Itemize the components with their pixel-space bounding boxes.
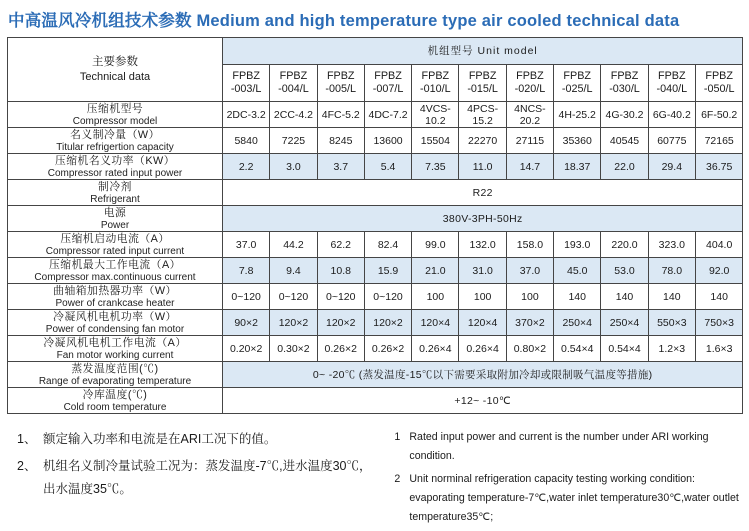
value-cell: 0.54×4 xyxy=(601,336,648,362)
value-cell: 53.0 xyxy=(601,258,648,284)
model-suffix: -004/L xyxy=(278,83,309,95)
row-label xyxy=(8,128,223,154)
footnote-marker: 1、 xyxy=(17,432,37,446)
value-cell: 100 xyxy=(459,284,506,310)
value-cell: 0.20×2 xyxy=(223,336,270,362)
value-cell: 60775 xyxy=(648,128,695,154)
value-cell: 3.0 xyxy=(270,154,317,180)
value-cell: 2CC-4.2 xyxy=(270,102,317,128)
value-cell: 140 xyxy=(695,284,742,310)
model-suffix: -030/L xyxy=(609,83,640,95)
unit-model-column xyxy=(554,65,601,102)
row-label-en: Fan motor working current xyxy=(56,349,174,361)
model-series: FPBZ xyxy=(374,70,402,82)
value-cell: 5.4 xyxy=(364,154,411,180)
page-title: 中高温风冷机组技术参数 Medium and high temperature type air cooled technical data xyxy=(8,12,680,30)
row-label-en: Power of condensing fan motor xyxy=(45,323,185,335)
row-label xyxy=(8,258,223,284)
model-suffix: -007/L xyxy=(372,83,404,95)
row-label-en: Compressor max.continuous current xyxy=(34,271,196,283)
value-cell: 7.8 xyxy=(223,258,270,284)
value-cell: 6G-40.2 xyxy=(648,102,695,128)
value-cell: 140 xyxy=(554,284,601,310)
value-cell: 0.80×2 xyxy=(506,336,553,362)
unit-model-column xyxy=(412,65,459,102)
value-cell: 120×2 xyxy=(270,310,317,336)
table-row xyxy=(8,232,743,258)
row-label-zh: 曲轴箱加热器功率（W） xyxy=(53,284,177,297)
model-series: FPBZ xyxy=(516,70,544,82)
row-label-zh: 冷凝风机电机功率（W） xyxy=(53,310,177,323)
unit-model-column xyxy=(270,65,317,102)
value-cell: 120×4 xyxy=(459,310,506,336)
row-label-en: Range of evaporating temperature xyxy=(38,375,192,387)
value-cell: 4H-25.2 xyxy=(554,102,601,128)
value-cell: 193.0 xyxy=(554,232,601,258)
value-cell: 92.0 xyxy=(695,258,742,284)
row-label-zh: 压缩机名义功率（KW） xyxy=(54,154,176,167)
row-label-en: Cold room temperature xyxy=(63,401,167,413)
value-cell: 35360 xyxy=(554,128,601,154)
value-cell: 4DC-7.2 xyxy=(364,102,411,128)
value-cell: 120×2 xyxy=(317,310,364,336)
value-cell: 158.0 xyxy=(506,232,553,258)
value-cell: 27115 xyxy=(506,128,553,154)
unit-model-column xyxy=(695,65,742,102)
row-label xyxy=(8,180,223,206)
value-cell: 0~120 xyxy=(317,284,364,310)
value-cell: 78.0 xyxy=(648,258,695,284)
merged-value-cell: 0~ -20℃ (蒸发温度-15℃以下需要采取附加冷却或限制吸气温度等措施) xyxy=(223,362,743,388)
value-cell: 4FC-5.2 xyxy=(317,102,364,128)
model-series: FPBZ xyxy=(563,70,592,82)
row-label-zh: 蒸发温度范围(℃) xyxy=(71,362,159,375)
value-cell: 37.0 xyxy=(506,258,553,284)
value-cell: 2DC-3.2 xyxy=(223,102,270,128)
value-cell: 120×4 xyxy=(412,310,459,336)
merged-value-cell: R22 xyxy=(223,180,743,206)
row-label-en: Power xyxy=(100,219,130,231)
table-row xyxy=(8,102,743,128)
unit-model-column xyxy=(223,65,270,102)
footnote-line: 机组名义制冷量试验工况为：蒸发温度-7℃,进水温度30℃， xyxy=(43,459,372,473)
value-cell: 37.0 xyxy=(223,232,270,258)
footnote-line: Unit norminal refrigeration capacity testing working condition: xyxy=(409,473,695,485)
row-label xyxy=(8,336,223,362)
unit-model-column xyxy=(506,65,553,102)
value-cell: 14.7 xyxy=(506,154,553,180)
footnote-item xyxy=(394,428,742,466)
value-cell: 0.54×4 xyxy=(554,336,601,362)
value-cell: 404.0 xyxy=(695,232,742,258)
value-cell: 3.7 xyxy=(317,154,364,180)
value-cell: 220.0 xyxy=(601,232,648,258)
table-row xyxy=(8,180,743,206)
value-cell: 8245 xyxy=(317,128,364,154)
value-cell: 31.0 xyxy=(459,258,506,284)
value-cell: 4NCS-20.2 xyxy=(506,102,553,128)
footnote-marker: 2、 xyxy=(17,459,37,473)
row-label-en: Compressor rated input power xyxy=(47,167,183,179)
value-cell: 62.2 xyxy=(317,232,364,258)
value-cell: 0.30×2 xyxy=(270,336,317,362)
table-row xyxy=(8,258,743,284)
model-suffix: -050/L xyxy=(703,83,735,95)
param-header-zh: 主要参数 xyxy=(92,56,138,68)
value-cell: 10.8 xyxy=(317,258,364,284)
model-series: FPBZ xyxy=(326,70,355,82)
row-label xyxy=(8,206,223,232)
value-cell: 44.2 xyxy=(270,232,317,258)
merged-value-cell: +12~ -10℃ xyxy=(223,388,743,414)
value-cell: 72165 xyxy=(695,128,742,154)
value-cell: 9.4 xyxy=(270,258,317,284)
value-cell: 22270 xyxy=(459,128,506,154)
table-row xyxy=(8,284,743,310)
model-series: FPBZ xyxy=(658,70,686,82)
model-suffix: -003/L xyxy=(230,83,262,95)
table-row xyxy=(8,206,743,232)
model-series: FPBZ xyxy=(468,70,497,82)
row-label xyxy=(8,310,223,336)
value-cell: 140 xyxy=(601,284,648,310)
value-cell: 323.0 xyxy=(648,232,695,258)
row-label-zh: 电源 xyxy=(103,206,127,219)
value-cell: 7225 xyxy=(270,128,317,154)
model-suffix: -015/L xyxy=(467,83,498,95)
value-cell: 4G-30.2 xyxy=(601,102,648,128)
value-cell: 0~120 xyxy=(364,284,411,310)
value-cell: 99.0 xyxy=(412,232,459,258)
table-row xyxy=(8,154,743,180)
value-cell: 21.0 xyxy=(412,258,459,284)
model-suffix: -020/L xyxy=(514,83,546,95)
value-cell: 2.2 xyxy=(223,154,270,180)
row-label-zh: 冷库温度(℃) xyxy=(82,388,148,401)
row-label-zh: 制冷剂 xyxy=(98,180,132,193)
param-header-en: Technical data xyxy=(79,71,151,83)
value-cell: 250×4 xyxy=(601,310,648,336)
value-cell: 100 xyxy=(506,284,553,310)
value-cell: 750×3 xyxy=(695,310,742,336)
row-label xyxy=(8,362,223,388)
value-cell: 36.75 xyxy=(695,154,742,180)
value-cell: 1.2×3 xyxy=(648,336,695,362)
footnote-item xyxy=(17,428,380,451)
value-cell: 13600 xyxy=(364,128,411,154)
value-cell: 15.9 xyxy=(364,258,411,284)
value-cell: 82.4 xyxy=(364,232,411,258)
param-header-cell xyxy=(8,38,223,102)
value-cell: 7.35 xyxy=(412,154,459,180)
footnote-line: Rated input power and current is the number under ARI working condition. xyxy=(409,431,709,462)
row-label-zh: 压缩机启动电流（A） xyxy=(60,232,170,245)
footnote-line: temperature35℃; xyxy=(409,511,494,523)
table-row xyxy=(8,362,743,388)
value-cell: 100 xyxy=(412,284,459,310)
row-label xyxy=(8,232,223,258)
table-row xyxy=(8,336,743,362)
row-label xyxy=(8,284,223,310)
footnote-line: evaporating temperature-7℃,water inlet temperature30℃,water outlet xyxy=(409,492,739,504)
model-series: FPBZ xyxy=(610,70,639,82)
unit-model-column xyxy=(459,65,506,102)
footnote-line: 额定输入功率和电流是在ARI工况下的值。 xyxy=(43,432,277,446)
row-label xyxy=(8,154,223,180)
value-cell: 550×3 xyxy=(648,310,695,336)
row-label-en: Power of crankcase heater xyxy=(55,297,175,309)
table-row xyxy=(8,388,743,414)
value-cell: 15504 xyxy=(412,128,459,154)
row-label-en: Refrigerant xyxy=(90,193,140,205)
row-label-zh: 冷凝风机电机工作电流（A） xyxy=(43,336,187,349)
model-series: FPBZ xyxy=(279,70,308,82)
value-cell: 120×2 xyxy=(364,310,411,336)
model-suffix: -040/L xyxy=(656,83,688,95)
value-cell: 0~120 xyxy=(223,284,270,310)
footnote-marker: 1 xyxy=(394,431,401,443)
footnote-item xyxy=(17,455,380,501)
row-label-en: Compressor model xyxy=(72,115,158,127)
model-suffix: -005/L xyxy=(325,83,357,95)
table-row xyxy=(8,128,743,154)
table-row xyxy=(8,310,743,336)
value-cell: 40545 xyxy=(601,128,648,154)
value-cell: 0.26×2 xyxy=(364,336,411,362)
row-label-en: Compressor rated input current xyxy=(45,245,185,257)
value-cell: 4VCS-10.2 xyxy=(412,102,459,128)
unit-model-header: 机组型号 Unit model xyxy=(223,38,743,65)
model-suffix: -025/L xyxy=(561,83,593,95)
value-cell: 140 xyxy=(648,284,695,310)
merged-value-cell: 380V-3PH-50Hz xyxy=(223,206,743,232)
value-cell: 45.0 xyxy=(554,258,601,284)
header-row-unit-model xyxy=(8,38,743,65)
model-series: FPBZ xyxy=(232,70,260,82)
unit-model-column xyxy=(648,65,695,102)
value-cell: 5840 xyxy=(223,128,270,154)
row-label-zh: 压缩机最大工作电流（A） xyxy=(49,258,181,271)
row-label-zh: 名义制冷量（W） xyxy=(70,128,160,141)
value-cell: 1.6×3 xyxy=(695,336,742,362)
value-cell: 90×2 xyxy=(223,310,270,336)
value-cell: 22.0 xyxy=(601,154,648,180)
model-series: FPBZ xyxy=(421,70,450,82)
row-label xyxy=(8,102,223,128)
value-cell: 11.0 xyxy=(459,154,506,180)
value-cell: 0.26×4 xyxy=(459,336,506,362)
row-label xyxy=(8,388,223,414)
value-cell: 132.0 xyxy=(459,232,506,258)
technical-data-table xyxy=(7,37,743,414)
unit-model-column xyxy=(317,65,364,102)
model-suffix: -010/L xyxy=(420,83,451,95)
value-cell: 4PCS-15.2 xyxy=(459,102,506,128)
value-cell: 0~120 xyxy=(270,284,317,310)
model-series: FPBZ xyxy=(705,70,733,82)
row-label-en: Titular refrigertion capacity xyxy=(56,141,174,153)
value-cell: 250×4 xyxy=(554,310,601,336)
unit-model-column xyxy=(364,65,411,102)
value-cell: 6F-50.2 xyxy=(695,102,742,128)
value-cell: 370×2 xyxy=(506,310,553,336)
value-cell: 0.26×4 xyxy=(412,336,459,362)
row-label-zh: 压缩机型号 xyxy=(86,102,144,115)
value-cell: 18.37 xyxy=(554,154,601,180)
value-cell: 0.26×2 xyxy=(317,336,364,362)
footnote-item xyxy=(394,470,742,527)
footnote-line: 出水温度35℃。 xyxy=(43,482,132,496)
value-cell: 29.4 xyxy=(648,154,695,180)
footnote-marker: 2 xyxy=(394,473,401,485)
unit-model-column xyxy=(601,65,648,102)
